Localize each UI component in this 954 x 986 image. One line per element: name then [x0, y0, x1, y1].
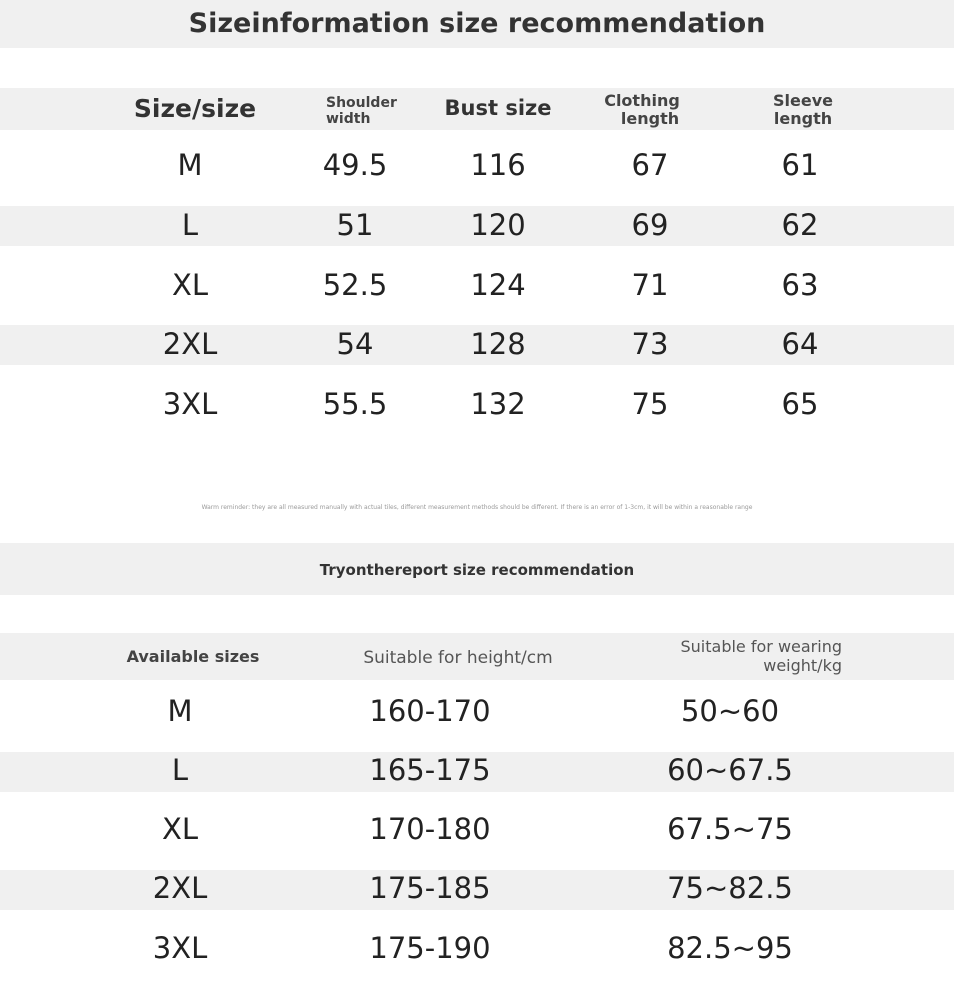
rec-weight-cell: 50~60 [680, 694, 780, 728]
height-header: Suitable for height/cm [363, 648, 553, 668]
shoulder-cell: 54 [336, 327, 374, 361]
rec-size-cell: 2XL [152, 871, 208, 905]
sleeve-col-header [758, 92, 848, 128]
rec-weight-cell: 67.5~75 [667, 812, 793, 846]
length-cell: 67 [631, 148, 669, 182]
weight-header [656, 637, 842, 675]
length-cell: 73 [631, 327, 669, 361]
shoulder-cell: 49.5 [322, 148, 388, 182]
sleeve-header-line1: Sleeve [773, 91, 833, 110]
rec-size-cell: XL [161, 812, 199, 846]
weight-header-line2: weight/kg [763, 656, 842, 675]
measurement-note: Warm reminder: they are all measured manually with actual tiles, different measurement methods should be different. If there is an error of 1-3cm, it will be within a reasonable range [201, 504, 753, 511]
sleeve-cell: 63 [781, 268, 819, 302]
shoulder-cell: 52.5 [322, 268, 388, 302]
page-title: Sizeinformation size recommendation [188, 8, 766, 39]
rec-size-cell: M [167, 694, 193, 728]
shoulder-col-header [326, 95, 406, 127]
rec-size-cell: 3XL [152, 931, 208, 965]
sleeve-cell: 62 [781, 208, 819, 242]
bust-cell: 128 [470, 327, 526, 361]
rec-height-cell: 165-175 [369, 753, 491, 787]
rec-weight-cell: 82.5~95 [667, 931, 793, 965]
shoulder-header-line2: width [326, 111, 371, 127]
shoulder-cell: 51 [336, 208, 374, 242]
sleeve-cell: 65 [781, 387, 819, 421]
length-header-line2: length [620, 109, 680, 128]
length-cell: 75 [631, 387, 669, 421]
bust-col-header: Bust size [444, 96, 552, 120]
rec-height-cell: 160-170 [369, 694, 491, 728]
bust-cell: 124 [470, 268, 526, 302]
weight-header-line1: Suitable for wearing [680, 637, 842, 656]
size-cell: L [181, 208, 199, 242]
rec-height-cell: 170-180 [369, 812, 491, 846]
size-cell: M [177, 148, 203, 182]
available-sizes-header: Available sizes [126, 647, 260, 666]
rec-height-cell: 175-190 [369, 931, 491, 965]
rec-size-cell: L [171, 753, 189, 787]
bust-cell: 116 [470, 148, 526, 182]
sleeve-header-line2: length [773, 109, 833, 128]
rec-weight-cell: 60~67.5 [667, 753, 793, 787]
size-col-header: Size/size [133, 94, 257, 123]
recommend-title: Tryonthereport size recommendation [319, 561, 635, 579]
sleeve-cell: 64 [781, 327, 819, 361]
size-cell: 2XL [162, 327, 218, 361]
length-cell: 69 [631, 208, 669, 242]
length-col-header [592, 92, 692, 128]
shoulder-header-line1: Shoulder [326, 95, 397, 111]
size-cell: 3XL [162, 387, 218, 421]
rec-weight-cell: 75~82.5 [667, 871, 793, 905]
size-cell: XL [171, 268, 209, 302]
length-cell: 71 [631, 268, 669, 302]
shoulder-cell: 55.5 [322, 387, 388, 421]
bust-cell: 120 [470, 208, 526, 242]
length-header-line1: Clothing [604, 91, 680, 110]
rec-height-cell: 175-185 [369, 871, 491, 905]
sleeve-cell: 61 [781, 148, 819, 182]
bust-cell: 132 [470, 387, 526, 421]
